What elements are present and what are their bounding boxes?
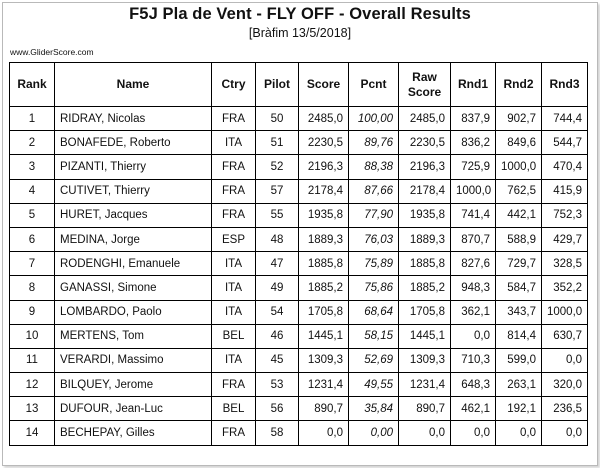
score-cell: 1445,1 (299, 324, 349, 348)
percent-cell: 49,55 (349, 373, 399, 397)
rank-cell: 2 (10, 131, 55, 155)
col-header-pilot: Pilot (256, 63, 299, 107)
raw-score-cell: 2230,5 (399, 131, 451, 155)
name-cell: VERARDI, Massimo (55, 348, 212, 372)
table-row (10, 227, 588, 251)
table-row (10, 421, 588, 445)
round3-cell: 744,4 (542, 107, 588, 131)
percent-cell: 87,66 (349, 179, 399, 203)
raw-score-cell: 2178,4 (399, 179, 451, 203)
country-cell: FRA (212, 421, 256, 445)
percent-cell: 75,89 (349, 252, 399, 276)
rank-cell: 7 (10, 252, 55, 276)
table-row (10, 397, 588, 421)
pilot-cell: 49 (256, 276, 299, 300)
percent-cell: 58,15 (349, 324, 399, 348)
country-cell: FRA (212, 107, 256, 131)
pilot-cell: 58 (256, 421, 299, 445)
table-row (10, 324, 588, 348)
round3-cell: 429,7 (542, 227, 588, 251)
round3-cell: 0,0 (542, 348, 588, 372)
raw-score-cell: 2485,0 (399, 107, 451, 131)
rank-cell: 13 (10, 397, 55, 421)
country-cell: ITA (212, 348, 256, 372)
round3-cell: 470,4 (542, 155, 588, 179)
raw-score-cell: 0,0 (399, 421, 451, 445)
table-row (10, 155, 588, 179)
col-header-name: Name (55, 63, 212, 107)
percent-cell: 68,64 (349, 300, 399, 324)
round2-cell: 343,7 (496, 300, 542, 324)
pilot-cell: 50 (256, 107, 299, 131)
round2-cell: 192,1 (496, 397, 542, 421)
round2-cell: 902,7 (496, 107, 542, 131)
score-cell: 0,0 (299, 421, 349, 445)
col-header-ctry: Ctry (212, 63, 256, 107)
score-cell: 1885,2 (299, 276, 349, 300)
raw-score-cell: 1309,3 (399, 348, 451, 372)
col-header-rnd1: Rnd1 (451, 63, 496, 107)
round2-cell: 599,0 (496, 348, 542, 372)
name-cell: MERTENS, Tom (55, 324, 212, 348)
round2-cell: 0,0 (496, 421, 542, 445)
pilot-cell: 57 (256, 179, 299, 203)
name-cell: BECHEPAY, Gilles (55, 421, 212, 445)
percent-cell: 75,86 (349, 276, 399, 300)
table-row (10, 348, 588, 372)
score-cell: 2178,4 (299, 179, 349, 203)
raw-score-cell: 1885,8 (399, 252, 451, 276)
round2-cell: 442,1 (496, 203, 542, 227)
round1-cell: 462,1 (451, 397, 496, 421)
percent-cell: 52,69 (349, 348, 399, 372)
round1-cell: 870,7 (451, 227, 496, 251)
country-cell: BEL (212, 324, 256, 348)
raw-score-cell: 1889,3 (399, 227, 451, 251)
round1-cell: 0,0 (451, 324, 496, 348)
round1-cell: 362,1 (451, 300, 496, 324)
pilot-cell: 55 (256, 203, 299, 227)
pilot-cell: 46 (256, 324, 299, 348)
raw-score-cell: 890,7 (399, 397, 451, 421)
round3-cell: 630,7 (542, 324, 588, 348)
score-cell: 2485,0 (299, 107, 349, 131)
round2-cell: 588,9 (496, 227, 542, 251)
rank-cell: 4 (10, 179, 55, 203)
rank-cell: 9 (10, 300, 55, 324)
name-cell: HURET, Jacques (55, 203, 212, 227)
raw-score-cell: 1935,8 (399, 203, 451, 227)
table-row (10, 373, 588, 397)
event-subtitle: [Bràfim 13/5/2018] (248, 26, 352, 40)
table-row (10, 179, 588, 203)
score-cell: 1231,4 (299, 373, 349, 397)
rank-cell: 10 (10, 324, 55, 348)
name-cell: BONAFEDE, Roberto (55, 131, 212, 155)
score-cell: 1889,3 (299, 227, 349, 251)
score-cell: 1309,3 (299, 348, 349, 372)
percent-cell: 88,38 (349, 155, 399, 179)
score-cell: 2230,5 (299, 131, 349, 155)
source-link[interactable]: www.GliderScore.com (10, 47, 94, 57)
round1-cell: 648,3 (451, 373, 496, 397)
country-cell: FRA (212, 179, 256, 203)
table-row (10, 300, 588, 324)
round3-cell: 544,7 (542, 131, 588, 155)
table-row (10, 203, 588, 227)
pilot-cell: 45 (256, 348, 299, 372)
name-cell: RIDRAY, Nicolas (55, 107, 212, 131)
name-cell: PIZANTI, Thierry (55, 155, 212, 179)
raw-score-cell: 1231,4 (399, 373, 451, 397)
name-cell: LOMBARDO, Paolo (55, 300, 212, 324)
col-header-rank: Rank (10, 63, 55, 107)
table-row (10, 252, 588, 276)
rank-cell: 5 (10, 203, 55, 227)
round2-cell: 814,4 (496, 324, 542, 348)
percent-cell: 0,00 (349, 421, 399, 445)
rank-cell: 6 (10, 227, 55, 251)
round3-cell: 320,0 (542, 373, 588, 397)
round1-cell: 725,9 (451, 155, 496, 179)
score-cell: 1885,8 (299, 252, 349, 276)
raw-score-cell: 1445,1 (399, 324, 451, 348)
rank-cell: 12 (10, 373, 55, 397)
pilot-cell: 56 (256, 397, 299, 421)
round3-cell: 415,9 (542, 179, 588, 203)
country-cell: ESP (212, 227, 256, 251)
score-cell: 2196,3 (299, 155, 349, 179)
percent-cell: 77,90 (349, 203, 399, 227)
raw-score-cell: 2196,3 (399, 155, 451, 179)
score-cell: 1705,8 (299, 300, 349, 324)
col-header-score: Score (299, 63, 349, 107)
pilot-cell: 48 (256, 227, 299, 251)
pilot-cell: 47 (256, 252, 299, 276)
country-cell: FRA (212, 373, 256, 397)
name-cell: MEDINA, Jorge (55, 227, 212, 251)
round3-cell: 1000,0 (542, 300, 588, 324)
pilot-cell: 52 (256, 155, 299, 179)
round2-cell: 584,7 (496, 276, 542, 300)
round1-cell: 1000,0 (451, 179, 496, 203)
raw-score-cell: 1705,8 (399, 300, 451, 324)
col-header-raw-line2: Score (407, 84, 442, 99)
round1-cell: 837,9 (451, 107, 496, 131)
country-cell: ITA (212, 276, 256, 300)
country-cell: ITA (212, 131, 256, 155)
round3-cell: 236,5 (542, 397, 588, 421)
round3-cell: 752,3 (542, 203, 588, 227)
round2-cell: 729,7 (496, 252, 542, 276)
round1-cell: 827,6 (451, 252, 496, 276)
name-cell: DUFOUR, Jean-Luc (55, 397, 212, 421)
col-header-raw-line1: Raw (412, 69, 437, 84)
rank-cell: 14 (10, 421, 55, 445)
round3-cell: 0,0 (542, 421, 588, 445)
table-row (10, 276, 588, 300)
country-cell: BEL (212, 397, 256, 421)
name-cell: RODENGHI, Emanuele (55, 252, 212, 276)
raw-score-cell: 1885,2 (399, 276, 451, 300)
round1-cell: 948,3 (451, 276, 496, 300)
percent-cell: 35,84 (349, 397, 399, 421)
score-cell: 1935,8 (299, 203, 349, 227)
table-row (10, 107, 588, 131)
results-table (9, 62, 588, 446)
table-row (10, 131, 588, 155)
round1-cell: 741,4 (451, 203, 496, 227)
pilot-cell: 51 (256, 131, 299, 155)
round3-cell: 328,5 (542, 252, 588, 276)
round3-cell: 352,2 (542, 276, 588, 300)
round2-cell: 762,5 (496, 179, 542, 203)
rank-cell: 11 (10, 348, 55, 372)
score-cell: 890,7 (299, 397, 349, 421)
round1-cell: 0,0 (451, 421, 496, 445)
pilot-cell: 54 (256, 300, 299, 324)
pilot-cell: 53 (256, 373, 299, 397)
name-cell: CUTIVET, Thierry (55, 179, 212, 203)
rank-cell: 8 (10, 276, 55, 300)
country-cell: FRA (212, 155, 256, 179)
rank-cell: 3 (10, 155, 55, 179)
header-row (10, 63, 588, 107)
round2-cell: 263,1 (496, 373, 542, 397)
col-header-rnd3: Rnd3 (542, 63, 588, 107)
name-cell: BILQUEY, Jerome (55, 373, 212, 397)
col-header-raw-score (399, 63, 451, 107)
round1-cell: 836,2 (451, 131, 496, 155)
name-cell: GANASSI, Simone (55, 276, 212, 300)
rank-cell: 1 (10, 107, 55, 131)
col-header-pcnt: Pcnt (349, 63, 399, 107)
percent-cell: 76,03 (349, 227, 399, 251)
percent-cell: 89,76 (349, 131, 399, 155)
country-cell: ITA (212, 300, 256, 324)
country-cell: FRA (212, 203, 256, 227)
percent-cell: 100,00 (349, 107, 399, 131)
country-cell: ITA (212, 252, 256, 276)
col-header-rnd2: Rnd2 (496, 63, 542, 107)
page-title: F5J Pla de Vent - FLY OFF - Overall Results (129, 5, 471, 23)
round2-cell: 849,6 (496, 131, 542, 155)
round1-cell: 710,3 (451, 348, 496, 372)
round2-cell: 1000,0 (496, 155, 542, 179)
